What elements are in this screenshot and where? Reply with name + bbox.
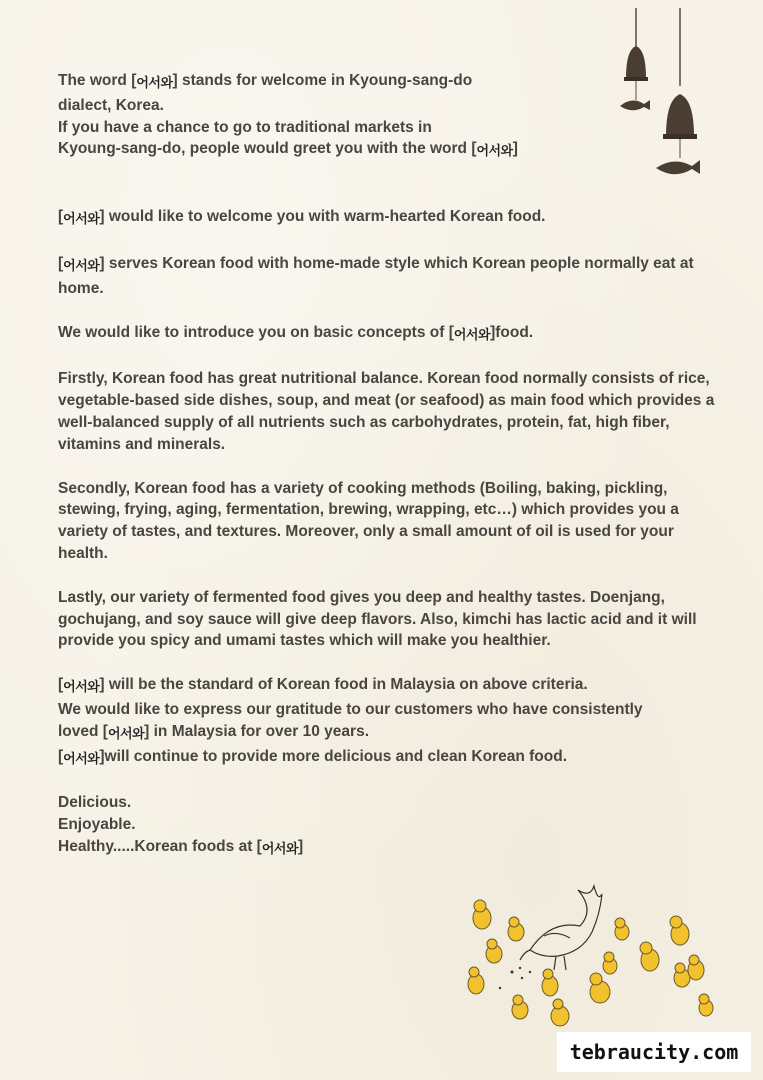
paragraph-concepts — [58, 322, 718, 347]
text-span: We would like to express our gratitude to our customers who have consistently — [58, 700, 643, 718]
text-span: ] would like to welcome you with warm-hearted Korean food. — [99, 208, 546, 226]
text-span: Kyoung-sang-do, people would greet you with the word [ — [58, 140, 477, 158]
text-span: ]will continue to provide more delicious and clean Korean food. — [99, 747, 568, 765]
text-span: [ — [58, 747, 64, 765]
brand-logo: 어서와 — [136, 76, 173, 91]
brand-logo: 어서와 — [261, 841, 299, 857]
welcome-letter — [58, 70, 718, 883]
paragraph-closing — [58, 792, 718, 860]
paragraph-firstly: Firstly, Korean food has great nutritional balance. Korean food normally consists of rice, vegetable-based side dishes, soup, and meat (or seafood) as main food which provides a well-balanced supply of all nutrients such as carbohydrates, protein, fat, high fiber, vitamins and minerals. — [58, 370, 715, 453]
site-watermark: tebraucity.com — [557, 1032, 751, 1072]
paragraph-standard — [58, 674, 718, 770]
text-span: Enjoyable. — [58, 816, 136, 834]
text-span: [ — [58, 254, 64, 272]
text-span: Delicious. — [58, 794, 132, 812]
text-span: dialect, Korea. — [58, 96, 164, 114]
paragraph-homemade — [58, 253, 718, 300]
text-span: ] stands for welcome in Kyoung-sang-do — [172, 72, 473, 89]
text-span: [ — [58, 208, 64, 226]
brand-logo: 어서와 — [63, 212, 100, 228]
text-span: ]food. — [490, 323, 534, 341]
paragraph-secondly: Secondly, Korean food has a variety of cooking methods (Boiling, baking, pickling, stewing, frying, aging, fermentation, brewing, wrapping, etc…) which provides you a variety of tastes, and textures. Moreover, only a small amount of oil is used for your health. — [58, 479, 679, 562]
hen-and-chicks-icon — [460, 880, 720, 1030]
brand-logo: 어서와 — [107, 726, 145, 742]
text-span: ] — [512, 140, 518, 158]
text-span: If you have a chance to go to traditional markets in — [58, 118, 432, 136]
text-span: ] — [298, 837, 304, 855]
brand-logo: 어서와 — [476, 144, 513, 160]
text-span: ] in Malaysia for over 10 years. — [144, 722, 370, 740]
paragraph-welcome — [58, 206, 718, 231]
brand-logo: 어서와 — [63, 680, 100, 696]
brand-logo: 어서와 — [453, 327, 491, 343]
text-span: The word [ — [58, 72, 137, 89]
paragraph-intro — [58, 70, 718, 163]
text-span: [ — [58, 676, 64, 694]
paragraph-lastly: Lastly, our variety of fermented food gives you deep and healthy tastes. Doenjang, gochujang, and soy sauce will give deep flavors. Also, kimchi has lactic acid and it will provide you spicy and umami tastes which will make you healthier. — [58, 588, 697, 650]
brand-logo: 어서와 — [63, 751, 100, 767]
text-span: We would like to introduce you on basic concepts of [ — [58, 323, 454, 341]
text-span: ] serves Korean food with home-made style which Korean people normally eat at home. — [58, 254, 694, 297]
text-span: loved [ — [58, 722, 108, 740]
brand-logo: 어서와 — [63, 258, 100, 274]
text-span: Healthy.....Korean foods at [ — [58, 837, 262, 855]
text-span: ] will be the standard of Korean food in Malaysia on above criteria. — [99, 676, 588, 694]
